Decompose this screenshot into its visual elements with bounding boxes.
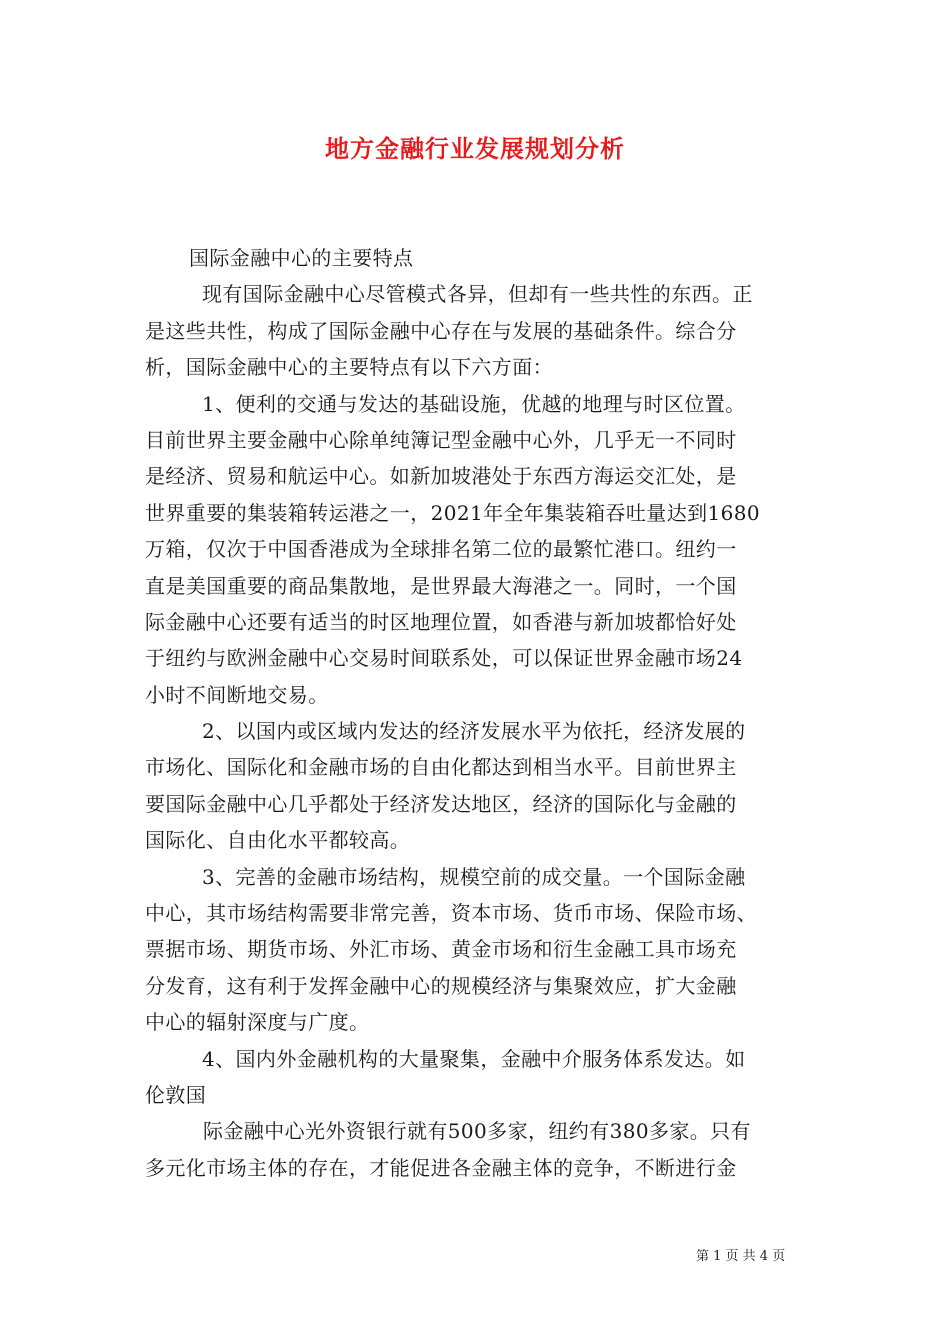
document-body <box>145 240 810 1186</box>
paragraph-line: 际金融中心还要有适当的时区地理位置，如香港与新加坡都恰好处 <box>145 609 737 634</box>
paragraph-line: 中心，其市场结构需要非常完善，资本市场、货币市场、保险市场、 <box>145 901 757 926</box>
page-number: 第 1 页 共 4 页 <box>696 1249 786 1264</box>
paragraph-line: 要国际金融中心几乎都处于经济发达地区，经济的国际化与金融的 <box>145 791 737 816</box>
paragraph-line: 3、完善的金融市场结构，规模空前的成交量。一个国际金融 <box>202 864 746 889</box>
paragraph-line: 世界重要的集装箱转运港之一，2021年全年集装箱吞吐量达到1680 <box>145 500 760 525</box>
paragraph-line: 是经济、贸易和航运中心。如新加坡港处于东西方海运交汇处，是 <box>145 464 737 489</box>
paragraph-line: 中心的辐射深度与广度。 <box>145 1010 370 1035</box>
paragraph-line: 4、国内外金融机构的大量聚集，金融中介服务体系发达。如 <box>202 1046 746 1071</box>
paragraph-line: 市场化、国际化和金融市场的自由化都达到相当水平。目前世界主 <box>145 755 737 780</box>
paragraph-line: 分发育，这有利于发挥金融中心的规模经济与集聚效应，扩大金融 <box>145 973 737 998</box>
section-heading: 国际金融中心的主要特点 <box>189 246 414 270</box>
paragraph-line: 1、便利的交通与发达的基础设施，优越的地理与时区位置。 <box>202 391 746 416</box>
paragraph-line: 伦敦国 <box>145 1082 207 1107</box>
paragraph-line: 析，国际金融中心的主要特点有以下六方面： <box>145 355 553 380</box>
paragraph-line: 2、以国内或区域内发达的经济发展水平为依托，经济发展的 <box>202 719 746 744</box>
paragraph-line: 多元化市场主体的存在，才能促进各金融主体的竞争，不断进行金 <box>145 1155 737 1180</box>
paragraph-line: 是这些共性，构成了国际金融中心存在与发展的基础条件。综合分 <box>145 318 737 343</box>
paragraph-line: 万箱，仅次于中国香港成为全球排名第二位的最繁忙港口。纽约一 <box>145 537 737 562</box>
paragraph-line: 票据市场、期货市场、外汇市场、黄金市场和衍生金融工具市场充 <box>145 937 737 962</box>
paragraph-line: 目前世界主要金融中心除单纯簿记型金融中心外，几乎无一不同时 <box>145 427 737 452</box>
paragraph-line: 小时不间断地交易。 <box>145 682 329 707</box>
paragraph-line: 于纽约与欧洲金融中心交易时间联系处，可以保证世界金融市场24 <box>145 646 743 671</box>
paragraph-line: 国际化、自由化水平都较高。 <box>145 828 411 853</box>
paragraph-line: 直是美国重要的商品集散地，是世界最大海港之一。同时，一个国 <box>145 573 737 598</box>
page-title: 地方金融行业发展规划分析 <box>325 134 625 163</box>
paragraph-line: 际金融中心光外资银行就有500多家，纽约有380多家。只有 <box>203 1119 751 1144</box>
paragraph-line: 现有国际金融中心尽管模式各异，但却有一些共性的东西。正 <box>202 282 753 307</box>
